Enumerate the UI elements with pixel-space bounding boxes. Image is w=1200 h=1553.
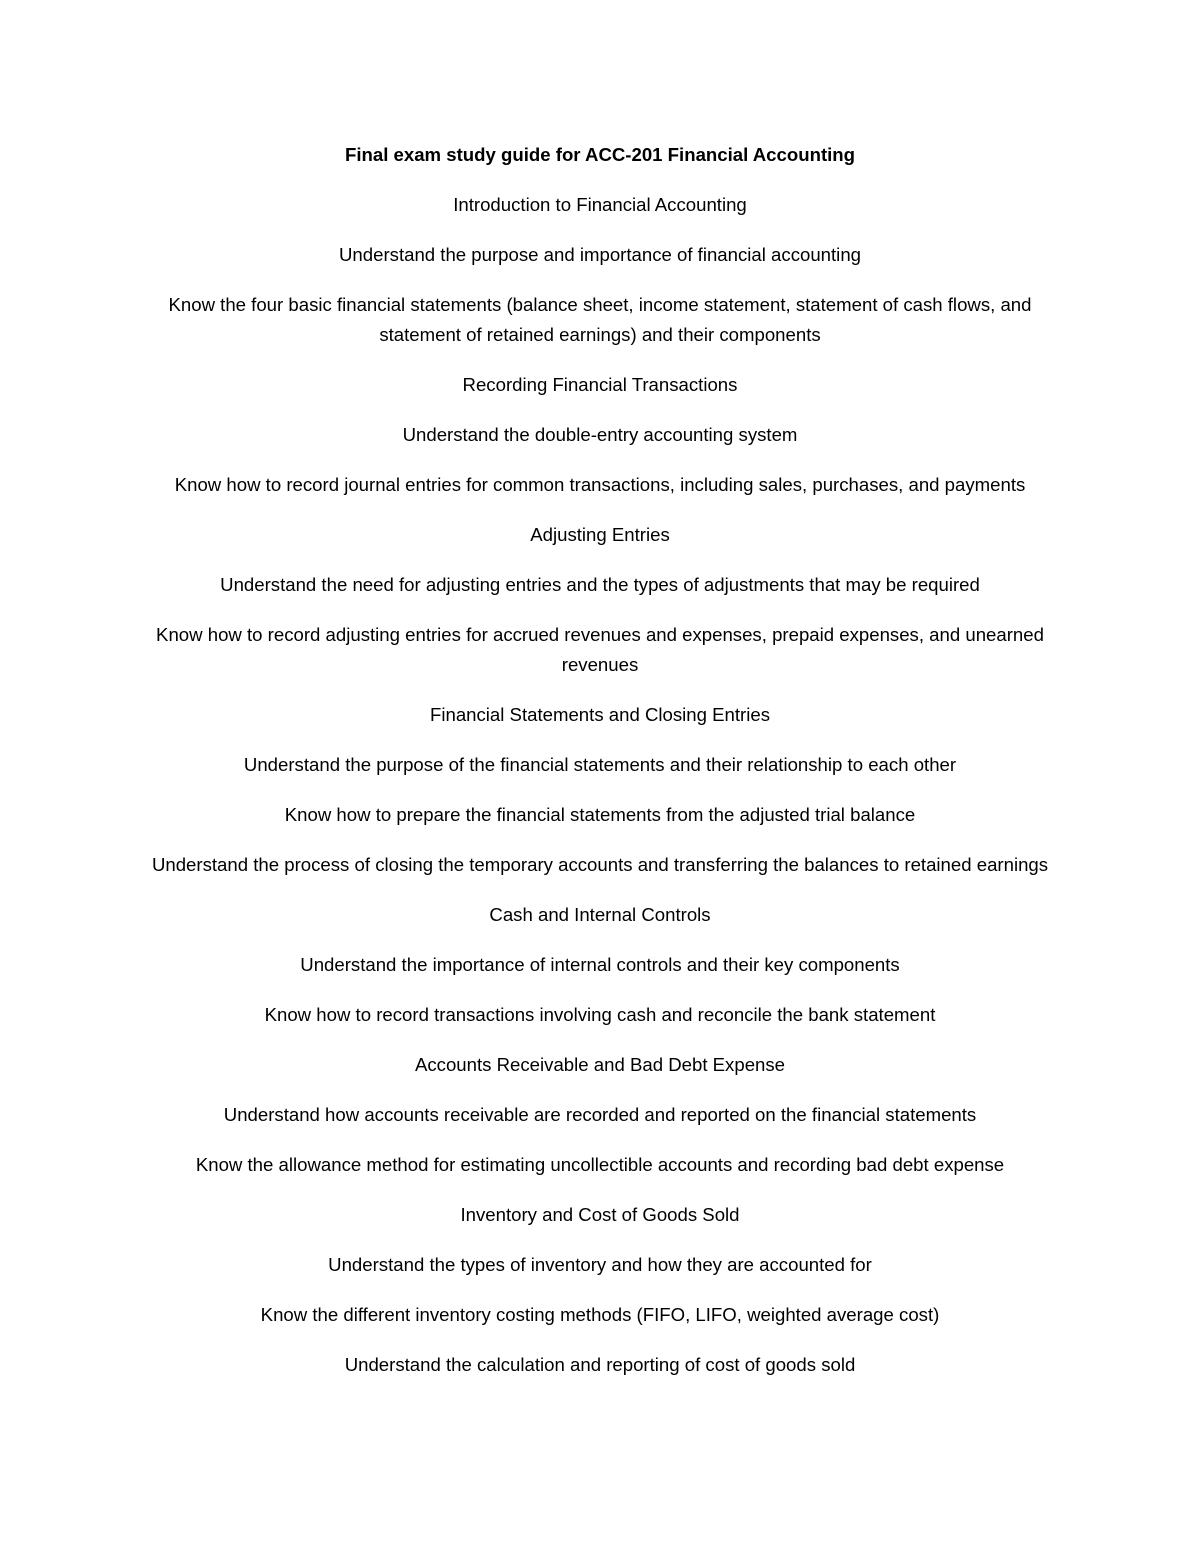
document-body bbox=[140, 140, 1060, 1400]
study-point: Understand the need for adjusting entries and the types of adjustments that may be required bbox=[220, 574, 980, 595]
study-point: Understand the purpose and importance of financial accounting bbox=[339, 244, 861, 265]
study-point: Understand the types of inventory and how they are accounted for bbox=[328, 1254, 872, 1275]
section-heading-recording: Recording Financial Transactions bbox=[462, 374, 738, 395]
study-point: Understand how accounts receivable are recorded and reported on the financial statements bbox=[223, 1104, 977, 1125]
study-point: Know how to record adjusting entries for accrued revenues and expenses, prepaid expenses, and unearned revenues bbox=[156, 624, 1044, 675]
study-point: Understand the purpose of the financial statements and their relationship to each other bbox=[243, 754, 957, 775]
section-heading-adjusting: Adjusting Entries bbox=[530, 524, 670, 545]
study-point: Know the four basic financial statements (balance sheet, income statement, statement of cash flows, and statement of retained earnings) and their components bbox=[168, 294, 1032, 345]
document-title: Final exam study guide for ACC-201 Financial Accounting bbox=[344, 144, 856, 165]
section-heading-inventory: Inventory and Cost of Goods Sold bbox=[460, 1204, 740, 1225]
study-point: Understand the double-entry accounting system bbox=[402, 424, 798, 445]
section-heading-closing: Financial Statements and Closing Entries bbox=[429, 704, 771, 725]
study-point: Know how to record transactions involving cash and reconcile the bank statement bbox=[264, 1004, 936, 1025]
study-point: Understand the calculation and reporting of cost of goods sold bbox=[344, 1354, 856, 1375]
study-point: Understand the importance of internal controls and their key components bbox=[300, 954, 900, 975]
study-point: Understand the process of closing the temporary accounts and transferring the balances to retained earnings bbox=[151, 854, 1049, 875]
study-point: Know the allowance method for estimating uncollectible accounts and recording bad debt expense bbox=[195, 1154, 1005, 1175]
study-point: Know how to record journal entries for common transactions, including sales, purchases, and payments bbox=[174, 474, 1026, 495]
section-heading-cash: Cash and Internal Controls bbox=[489, 904, 711, 925]
study-point: Know how to prepare the financial statements from the adjusted trial balance bbox=[284, 804, 916, 825]
section-heading-introduction: Introduction to Financial Accounting bbox=[453, 194, 747, 215]
study-point: Know the different inventory costing methods (FIFO, LIFO, weighted average cost) bbox=[260, 1304, 940, 1325]
section-heading-receivables: Accounts Receivable and Bad Debt Expense bbox=[414, 1054, 786, 1075]
